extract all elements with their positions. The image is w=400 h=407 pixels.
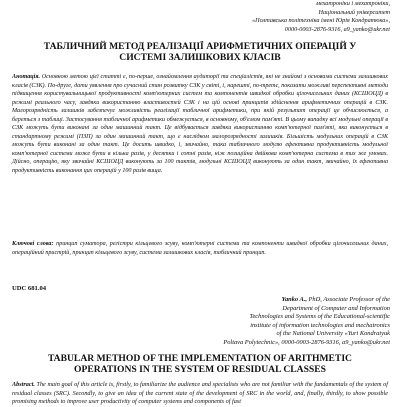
- en-abstract-text: The main goal of this article is, firstly, to familiarize the audience and specialists who are not familiar with the fundamentals of the system of residual classes (SRC). Secondly, to give an idea of the current state of the development of SRC in the world, and, finally, thirdly, to show possible promising methods to improve user productivity of computer systems and components of fast: [12, 381, 388, 406]
- affiliation-line: «Полтавська політехніка імені Юрія Кондратюка»,: [252, 17, 390, 24]
- title-line: TABULAR METHOD OF THE IMPLEMENTATION OF ARITHMETIC: [47, 353, 352, 364]
- title-line: OPERATIONS IN THE SYSTEM OF RESIDUAL CLASSES: [74, 364, 326, 375]
- author-line: [140, 296, 390, 305]
- affiliation-line: Department of Computer and Information: [282, 304, 390, 312]
- ua-keywords-text: принцип суматора, регістри кільцевого зсуву, комп'ютерні системи та компоненти швидкої обробки цілочисельних даних, операційний пристрій, принцип кільцевого зсуву, система залишкових класів, табличний принцип.: [12, 241, 388, 256]
- affiliation-line: of the National University «Yuri Kondratyuk: [276, 330, 390, 338]
- ua-author-affiliation: [190, 0, 390, 34]
- udc-code: UDC 681.04: [12, 285, 47, 292]
- ua-abstract: [12, 73, 388, 176]
- en-author-name: Yanko A.,: [281, 296, 307, 303]
- affiliation-line: Technologies and Systems of the Educational-scientific: [249, 313, 390, 321]
- title-line: СИСТЕМІ ЗАЛИШКОВИХ КЛАСІВ: [119, 52, 281, 63]
- en-author-title: PhD, Associate Professor of the: [306, 296, 390, 303]
- affiliation-line: 0000-0003-2876-9316, a9_yanko@ukr.net: [284, 25, 390, 33]
- title-line: ТАБЛИЧНИЙ МЕТОД РЕАЛІЗАЦІЇ АРИФМЕТИЧНИХ ОПЕРАЦІЙ У: [43, 41, 357, 52]
- ua-article-title: [10, 41, 390, 63]
- ua-abstract-text: Основною метою цієї статті є, по-перше, ознайомлення аудиторії та спеціалістів, які не знайомі з основами системи залишкових класів (СЗК). По-друге, дати уявлення про сучасний стан розвитку СЗК у світі, і, нарешті, по-третє, показати можливі перспективні методи підвищення користувальницької продуктивності комп'ютерних систем та компонентів швидкої обробки цілочисельних даних (КСШОЦД) в режимі реального часу, завдяки використанню властивостей СЗК і на цій основі принципів здійснення арифметичних операцій в СЗК. Малорозрядність залишків забезпечує можливість реалізації табличної арифметики, при якій результат операції це обчислюється, а береться з таблиці. Застосування табличної арифметики обмежується, в основному, об'ємом пам'яті. В цьому випадку всі модульні операції в СЗК можуть бути виконані за один машинний такт. Це відбувається завдяки використанню комп'ютерної пам'яті, яка виконується в стандартному режимі (ПЗП) за один машинний такт, що є наслідком малорозрядності залишків. Більшість модульних операцій в СЗК можуть бути виконані за один такт. Це досить швидко, і, звичайно, така табличного модулю ефективна продуктивність модульної комп'ютерної системи може бути в кілька разів, у десятки і сотні разів, ніж позиційна двійкова комп'ютерна система в тих же умовах. Дійсно, операцію, яку звичайні КСШОЦД виконують за 100 тактів, модульні КСШОЦД виконують за один такт, звичайно, їх ефективна продуктивність виконання цих операцій у 100 разів вища.: [12, 74, 388, 175]
- ua-abstract-label: Анотація.: [12, 74, 41, 80]
- affiliation-line: Національний університет: [318, 8, 390, 16]
- affiliation-line: institute of information technologies and mechatronics: [250, 321, 390, 329]
- ua-keywords-label: Ключові слова:: [12, 241, 54, 247]
- affiliation-line: Poltava Polytechnic», 0000-0003-2876-9316, a9_yanko@ukr.net: [223, 338, 390, 346]
- en-abstract: [12, 381, 388, 407]
- en-abstract-label: Abstract.: [12, 381, 35, 388]
- en-author-affiliation: [140, 296, 390, 348]
- affiliation-line: мехатроніки і мехатроніки,: [316, 0, 390, 7]
- ua-keywords: [12, 240, 388, 257]
- en-article-title: [10, 353, 390, 375]
